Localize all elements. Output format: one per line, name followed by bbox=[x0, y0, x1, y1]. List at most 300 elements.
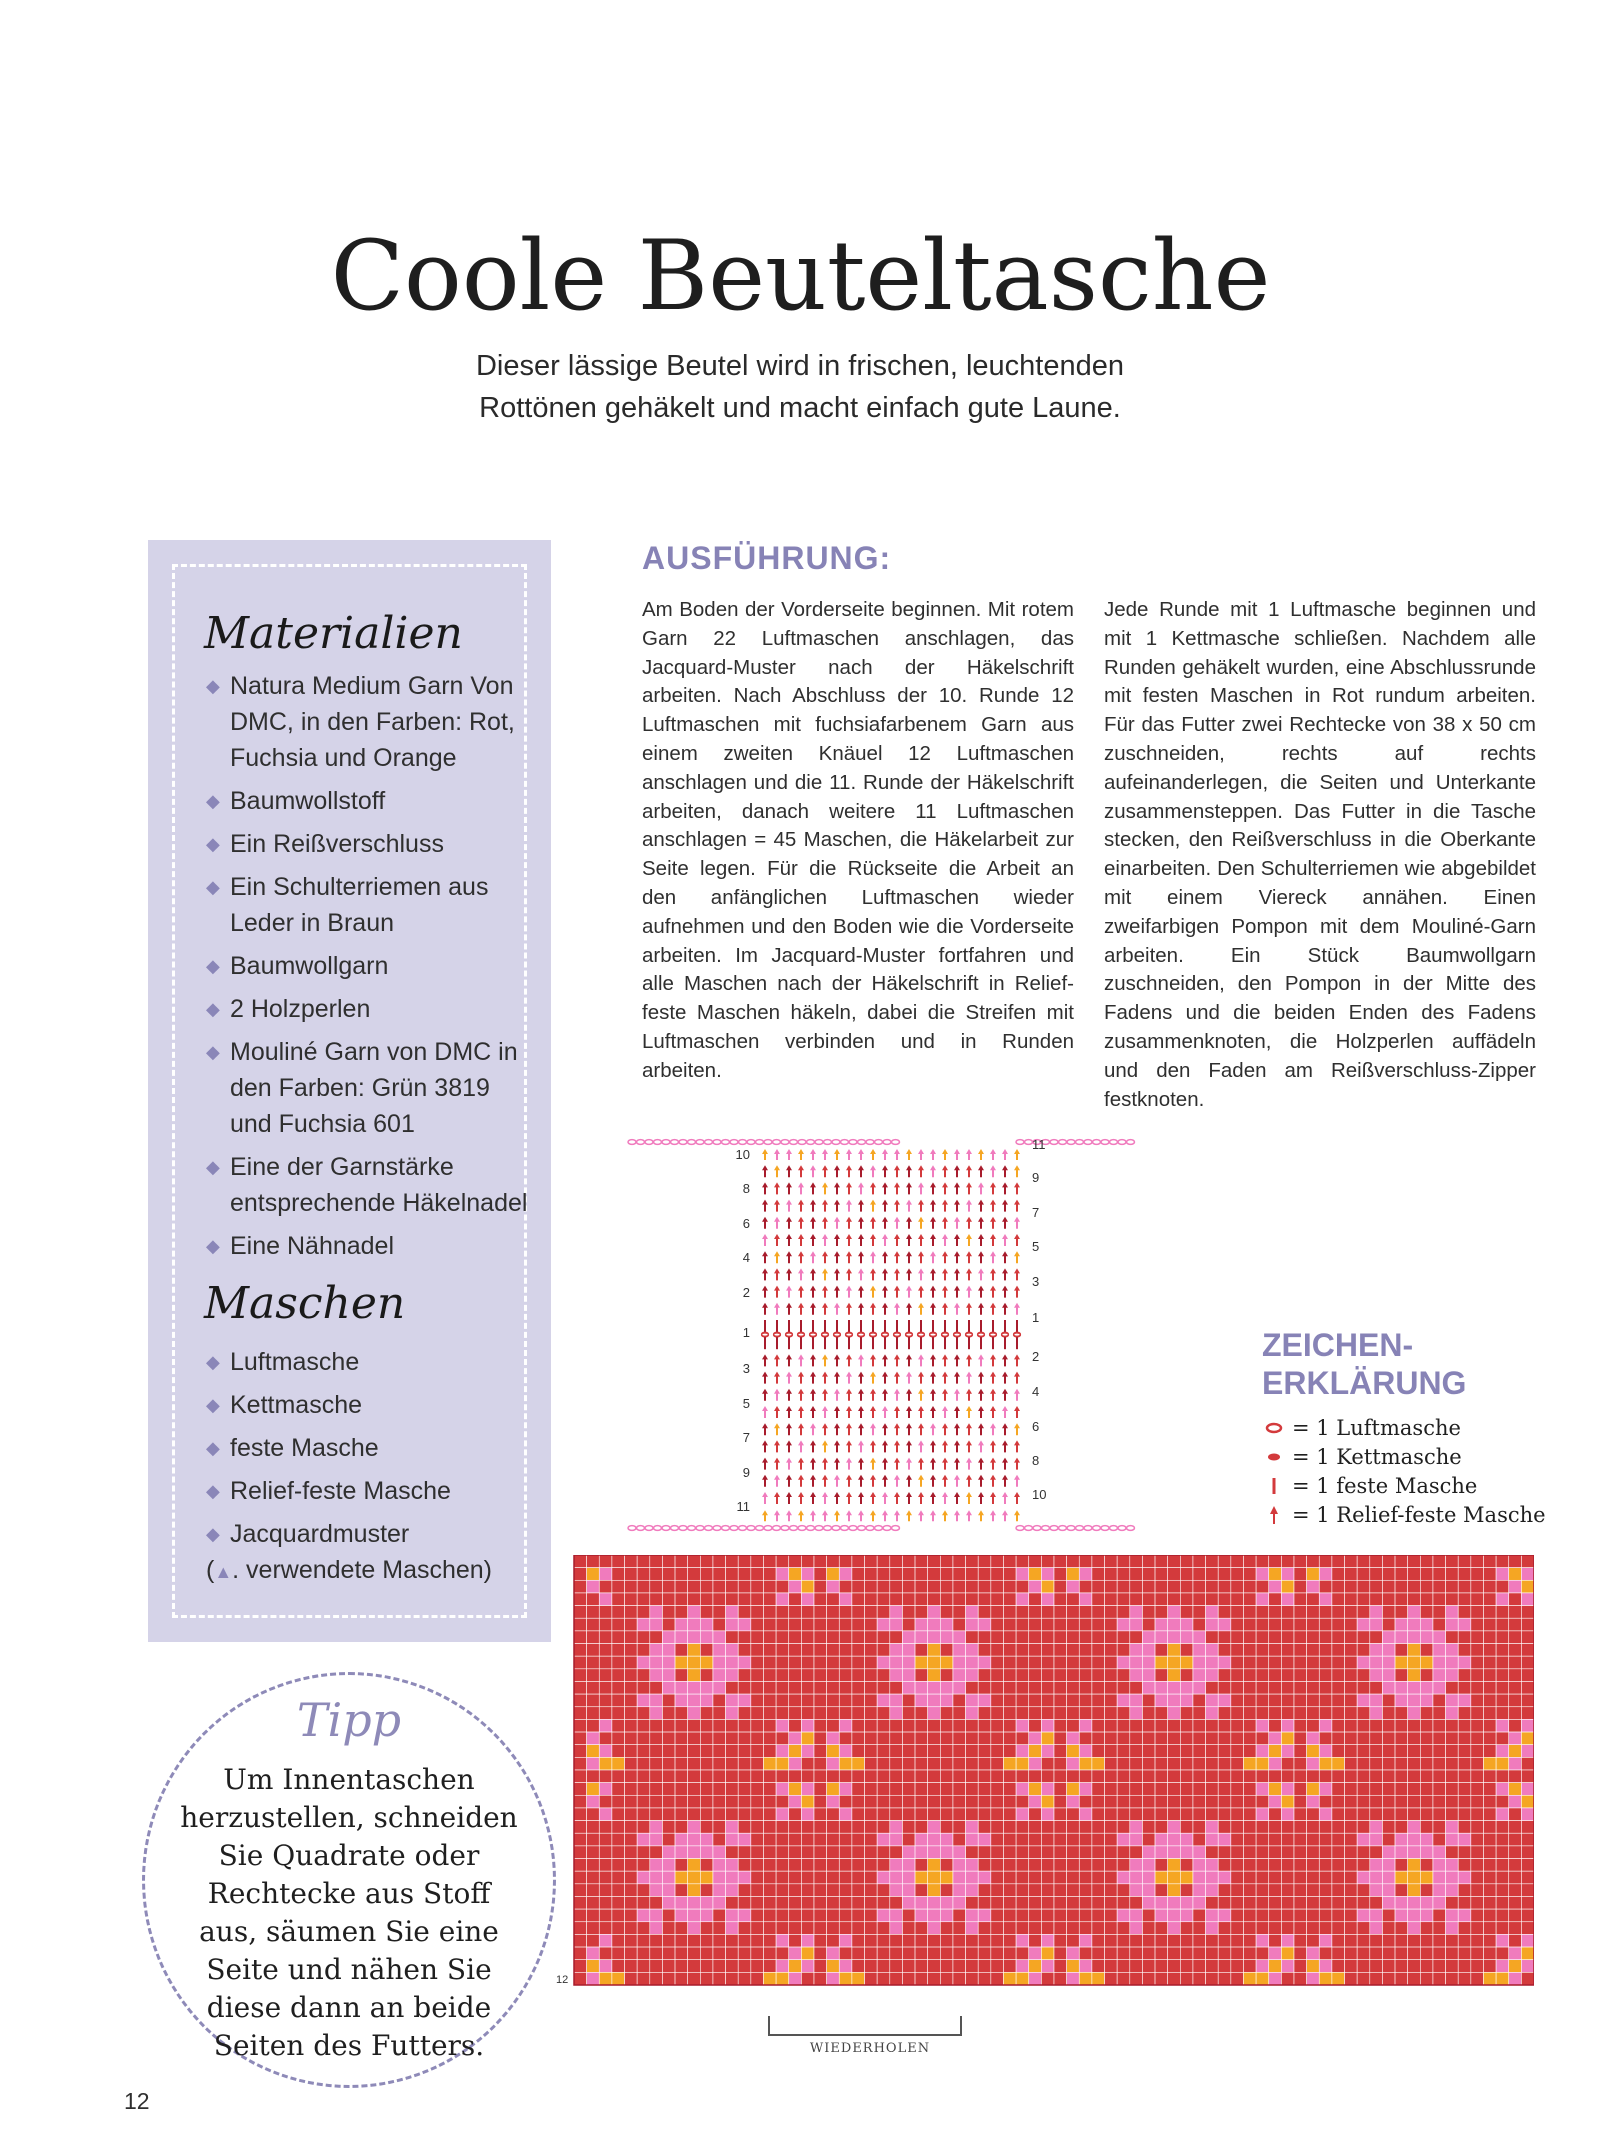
chart-cell bbox=[776, 1555, 789, 1568]
chart-cell bbox=[1041, 1783, 1054, 1796]
chart-cell bbox=[1319, 1593, 1332, 1606]
legend-item: = 1 Kettmasche bbox=[1262, 1443, 1546, 1472]
chart-cell bbox=[1319, 1745, 1332, 1758]
chart-cell bbox=[1231, 1846, 1244, 1859]
chart-cell bbox=[650, 1808, 663, 1821]
chart-cell bbox=[738, 1656, 751, 1669]
chart-cell bbox=[978, 1631, 991, 1644]
chart-cell bbox=[1471, 1694, 1484, 1707]
chart-cell bbox=[1117, 1846, 1130, 1859]
chart-cell bbox=[1218, 1833, 1231, 1846]
chart-cell bbox=[1180, 1745, 1193, 1758]
relief-stitch-mark bbox=[1014, 1251, 1020, 1263]
relief-stitch-mark bbox=[798, 1389, 804, 1401]
chart-cell bbox=[1029, 1846, 1042, 1859]
chart-cell bbox=[928, 1896, 941, 1909]
chart-cell bbox=[625, 1732, 638, 1745]
chart-cell bbox=[612, 1644, 625, 1657]
chart-cell bbox=[953, 1618, 966, 1631]
chart-cell bbox=[625, 1972, 638, 1985]
chart-cell bbox=[700, 1909, 713, 1922]
chart-cell bbox=[700, 1795, 713, 1808]
chain-stitch-mark bbox=[713, 1526, 721, 1531]
relief-stitch-mark bbox=[990, 1406, 996, 1418]
chart-cell bbox=[814, 1681, 827, 1694]
relief-stitch-mark bbox=[1014, 1234, 1020, 1246]
chart-cell bbox=[650, 1694, 663, 1707]
chart-cell bbox=[890, 1960, 903, 1973]
chart-cell bbox=[1382, 1783, 1395, 1796]
chart-cell bbox=[675, 1757, 688, 1770]
chart-cell bbox=[789, 1757, 802, 1770]
relief-stitch-mark bbox=[822, 1200, 828, 1212]
chart-cell bbox=[1054, 1719, 1067, 1732]
single-stitch-mark bbox=[896, 1337, 898, 1349]
chart-cell bbox=[1180, 1770, 1193, 1783]
relief-stitch-mark bbox=[942, 1149, 948, 1160]
chart-cell bbox=[612, 1593, 625, 1606]
chart-cell bbox=[1168, 1555, 1181, 1568]
chart-cell bbox=[587, 1656, 600, 1669]
chart-cell bbox=[726, 1947, 739, 1960]
chart-cell bbox=[915, 1808, 928, 1821]
relief-stitch-mark bbox=[762, 1286, 768, 1298]
chart-cell bbox=[1105, 1745, 1118, 1758]
chart-cell bbox=[1433, 1795, 1446, 1808]
chart-cell bbox=[814, 1568, 827, 1581]
chart-cell bbox=[852, 1884, 865, 1897]
chart-cell bbox=[915, 1593, 928, 1606]
chart-cell bbox=[1193, 1947, 1206, 1960]
chart-cell bbox=[1382, 1934, 1395, 1947]
relief-stitch-mark bbox=[810, 1389, 816, 1401]
chart-cell bbox=[1509, 1884, 1522, 1897]
relief-stitch-mark bbox=[1002, 1303, 1008, 1315]
relief-stitch-mark bbox=[894, 1492, 900, 1504]
chart-cell bbox=[801, 1859, 814, 1872]
chart-cell bbox=[700, 1859, 713, 1872]
chart-cell bbox=[1446, 1808, 1459, 1821]
chart-cell bbox=[1332, 1580, 1345, 1593]
chart-cell bbox=[637, 1618, 650, 1631]
chart-cell bbox=[1382, 1719, 1395, 1732]
chart-cell bbox=[675, 1770, 688, 1783]
chart-cell bbox=[1105, 1568, 1118, 1581]
chart-cell bbox=[738, 1795, 751, 1808]
chart-cell bbox=[940, 1884, 953, 1897]
relief-stitch-mark bbox=[894, 1372, 900, 1384]
chart-cell bbox=[991, 1884, 1004, 1897]
chart-cell bbox=[688, 1719, 701, 1732]
chart-cell bbox=[966, 1593, 979, 1606]
chart-cell bbox=[1319, 1947, 1332, 1960]
chart-cell bbox=[1458, 1593, 1471, 1606]
chart-cell bbox=[726, 1593, 739, 1606]
relief-stitch-mark bbox=[918, 1389, 924, 1401]
chart-cell bbox=[1370, 1707, 1383, 1720]
chart-cell bbox=[1180, 1846, 1193, 1859]
chart-cell bbox=[801, 1593, 814, 1606]
chart-cell bbox=[1420, 1922, 1433, 1935]
chain-stitch-mark bbox=[773, 1526, 781, 1531]
chain-stitch-mark bbox=[1016, 1140, 1024, 1145]
relief-stitch-mark bbox=[822, 1217, 828, 1229]
chart-cell bbox=[1168, 1644, 1181, 1657]
chart-cell bbox=[738, 1922, 751, 1935]
chart-cell bbox=[1079, 1593, 1092, 1606]
chart-cell bbox=[1130, 1808, 1143, 1821]
relief-stitch-mark bbox=[978, 1423, 984, 1435]
chart-cell bbox=[991, 1618, 1004, 1631]
chart-cell bbox=[662, 1732, 675, 1745]
chart-cell bbox=[1029, 1795, 1042, 1808]
chart-cell bbox=[928, 1934, 941, 1947]
relief-stitch-mark bbox=[882, 1440, 888, 1452]
relief-stitch-mark bbox=[822, 1458, 828, 1470]
chart-cell bbox=[839, 1783, 852, 1796]
chart-cell bbox=[751, 1681, 764, 1694]
chart-cell bbox=[877, 1833, 890, 1846]
chart-cell bbox=[1256, 1947, 1269, 1960]
single-stitch-mark bbox=[884, 1337, 886, 1349]
chart-cell bbox=[700, 1833, 713, 1846]
chart-cell bbox=[827, 1808, 840, 1821]
diamond-bullet-icon: ◆ bbox=[206, 834, 220, 854]
chart-cell bbox=[1003, 1606, 1016, 1619]
chart-cell bbox=[1117, 1960, 1130, 1973]
chart-cell bbox=[890, 1644, 903, 1657]
chart-cell bbox=[599, 1555, 612, 1568]
list-item: ◆ Ein Schulterriemen aus Leder in Braun bbox=[206, 869, 536, 941]
chart-cell bbox=[650, 1821, 663, 1834]
relief-stitch-mark bbox=[762, 1217, 768, 1229]
chart-cell bbox=[1319, 1922, 1332, 1935]
chart-cell bbox=[1256, 1732, 1269, 1745]
chain-stitch-mark bbox=[786, 1332, 793, 1336]
chart-cell bbox=[1408, 1808, 1421, 1821]
chart-cell bbox=[612, 1884, 625, 1897]
relief-stitch-mark bbox=[846, 1492, 852, 1504]
chart-cell bbox=[1382, 1922, 1395, 1935]
chart-cell bbox=[1142, 1618, 1155, 1631]
chain-stitch-mark bbox=[1025, 1526, 1033, 1531]
chart-cell bbox=[1307, 1631, 1320, 1644]
chart-cell bbox=[1231, 1859, 1244, 1872]
chart-cell bbox=[1130, 1922, 1143, 1935]
chart-cell bbox=[1105, 1580, 1118, 1593]
chart-cell bbox=[1370, 1606, 1383, 1619]
chart-cell bbox=[1281, 1947, 1294, 1960]
relief-stitch-mark bbox=[990, 1303, 996, 1315]
chart-cell bbox=[978, 1656, 991, 1669]
chart-cell bbox=[1054, 1618, 1067, 1631]
chart-cell bbox=[801, 1707, 814, 1720]
relief-stitch-mark bbox=[930, 1234, 936, 1246]
chart-cell bbox=[675, 1934, 688, 1947]
chart-cell bbox=[902, 1694, 915, 1707]
list-item: ◆ Relief-feste Masche bbox=[206, 1473, 536, 1509]
chart-cell bbox=[738, 1934, 751, 1947]
chart-cell bbox=[1092, 1656, 1105, 1669]
chart-cell bbox=[1155, 1618, 1168, 1631]
chart-cell bbox=[625, 1631, 638, 1644]
chart-cell bbox=[1345, 1922, 1358, 1935]
relief-stitch-mark bbox=[846, 1149, 852, 1160]
chart-cell bbox=[1256, 1960, 1269, 1973]
chart-cell bbox=[1003, 1770, 1016, 1783]
chart-cell bbox=[1345, 1732, 1358, 1745]
chain-stitch-mark bbox=[824, 1526, 832, 1531]
chart-cell bbox=[599, 1909, 612, 1922]
chart-cell bbox=[789, 1846, 802, 1859]
chart-cell bbox=[890, 1846, 903, 1859]
chart-cell bbox=[1142, 1846, 1155, 1859]
chart-cell bbox=[852, 1618, 865, 1631]
chart-cell bbox=[1294, 1947, 1307, 1960]
relief-stitch-mark bbox=[810, 1372, 816, 1384]
chart-cell bbox=[587, 1846, 600, 1859]
chart-cell bbox=[1269, 1618, 1282, 1631]
chart-cell bbox=[1269, 1783, 1282, 1796]
chart-cell bbox=[1256, 1618, 1269, 1631]
chart-cell bbox=[662, 1631, 675, 1644]
chart-cell bbox=[726, 1972, 739, 1985]
chart-cell bbox=[1180, 1909, 1193, 1922]
chart-cell bbox=[1016, 1732, 1029, 1745]
chart-cell bbox=[726, 1568, 739, 1581]
chart-cell bbox=[1420, 1896, 1433, 1909]
chart-cell bbox=[902, 1896, 915, 1909]
chart-cell bbox=[1307, 1745, 1320, 1758]
relief-stitch-mark bbox=[774, 1182, 780, 1194]
chart-cell bbox=[1079, 1795, 1092, 1808]
chart-cell bbox=[1193, 1770, 1206, 1783]
chart-cell bbox=[587, 1580, 600, 1593]
chart-cell bbox=[612, 1859, 625, 1872]
relief-stitch-mark bbox=[918, 1303, 924, 1315]
chart-cell bbox=[1092, 1884, 1105, 1897]
chart-cell bbox=[751, 1808, 764, 1821]
chart-cell bbox=[827, 1833, 840, 1846]
chart-cell bbox=[599, 1846, 612, 1859]
chart-cell bbox=[1256, 1846, 1269, 1859]
chart-cell bbox=[1029, 1783, 1042, 1796]
relief-stitch-mark bbox=[954, 1200, 960, 1212]
chart-cell bbox=[738, 1757, 751, 1770]
chart-cell bbox=[1521, 1681, 1534, 1694]
chart-cell bbox=[991, 1795, 1004, 1808]
list-item: ◆ Luftmasche bbox=[206, 1344, 536, 1380]
chart-cell bbox=[1408, 1821, 1421, 1834]
chart-cell bbox=[902, 1922, 915, 1935]
single-stitch-mark bbox=[1016, 1320, 1018, 1332]
chart-cell bbox=[865, 1631, 878, 1644]
relief-stitch-mark bbox=[786, 1510, 792, 1521]
chart-cell bbox=[877, 1934, 890, 1947]
relief-stitch-mark bbox=[906, 1234, 912, 1246]
relief-stitch-mark bbox=[822, 1251, 828, 1263]
chart-cell bbox=[1357, 1757, 1370, 1770]
chart-cell bbox=[625, 1555, 638, 1568]
chart-cell bbox=[902, 1770, 915, 1783]
chart-cell bbox=[1294, 1922, 1307, 1935]
chart-cell bbox=[1420, 1593, 1433, 1606]
chart-cell bbox=[713, 1960, 726, 1973]
chart-cell bbox=[612, 1631, 625, 1644]
chart-cell bbox=[1370, 1960, 1383, 1973]
chart-cell bbox=[801, 1644, 814, 1657]
chart-cell bbox=[1269, 1884, 1282, 1897]
relief-stitch-mark bbox=[930, 1440, 936, 1452]
chart-cell bbox=[1420, 1821, 1433, 1834]
chart-cell bbox=[789, 1694, 802, 1707]
chart-cell bbox=[1332, 1568, 1345, 1581]
chart-cell bbox=[1243, 1745, 1256, 1758]
chart-cell bbox=[1332, 1707, 1345, 1720]
row-number-left: 7 bbox=[742, 1430, 750, 1445]
chart-cell bbox=[1117, 1871, 1130, 1884]
relief-stitch-mark bbox=[894, 1268, 900, 1280]
chart-cell bbox=[1509, 1644, 1522, 1657]
chart-cell bbox=[625, 1808, 638, 1821]
chart-cell bbox=[1357, 1846, 1370, 1859]
chart-cell bbox=[1408, 1896, 1421, 1909]
chart-cell bbox=[814, 1694, 827, 1707]
chart-cell bbox=[1382, 1960, 1395, 1973]
chart-cell bbox=[625, 1783, 638, 1796]
chain-stitch-mark bbox=[688, 1140, 696, 1145]
instructions-column-1: Am Boden der Vorderseite beginnen. Mit rotem Garn 22 Luftmaschen anschlagen, das Jacquard-Muster nach der Häkelschrift arbeiten. Nach Abschluss der 10. Runde 12 Luftmaschen mit fuchsiafarbenem Garn aus einem zweiten Knäuel 12 Luftmaschen anschlagen und die 11. Runde der Häkelschrift arbeiten, danach weitere 11 Luftmaschen anschlagen = 45 Maschen, die Häkelarbeit zur Seite legen. Für die Rückseite die Arbeit an den anfänglichen Luftmaschen wieder aufnehmen und den Boden wie die Vorderseite arbeiten. Im Jacquard-Muster fortfahren und alle Maschen nach der Häkelschrift in Relief-feste Maschen häkeln, dabei die Streifen mit Luftmaschen verbinden und in Runden arbeiten. bbox=[642, 598, 1074, 1082]
chart-cell bbox=[991, 1656, 1004, 1669]
chart-cell bbox=[1041, 1896, 1054, 1909]
chart-cell bbox=[1446, 1644, 1459, 1657]
chart-cell bbox=[1092, 1922, 1105, 1935]
chart-cell bbox=[1117, 1947, 1130, 1960]
chart-cell bbox=[839, 1859, 852, 1872]
relief-stitch-mark bbox=[882, 1354, 888, 1366]
chart-cell bbox=[1319, 1707, 1332, 1720]
relief-stitch-mark bbox=[834, 1251, 840, 1263]
chart-cell bbox=[662, 1833, 675, 1846]
chart-cell bbox=[839, 1606, 852, 1619]
chart-cell bbox=[1117, 1757, 1130, 1770]
chart-cell bbox=[1243, 1732, 1256, 1745]
chart-cell bbox=[1395, 1694, 1408, 1707]
relief-stitch-mark bbox=[1002, 1510, 1008, 1521]
chart-cell bbox=[1029, 1922, 1042, 1935]
chart-cell bbox=[966, 1757, 979, 1770]
chart-cell bbox=[1092, 1644, 1105, 1657]
chart-cell bbox=[1370, 1884, 1383, 1897]
chart-cell bbox=[625, 1745, 638, 1758]
chain-stitch-mark bbox=[781, 1526, 789, 1531]
chart-cell bbox=[940, 1871, 953, 1884]
chart-cell bbox=[1307, 1795, 1320, 1808]
relief-stitch-mark bbox=[1002, 1200, 1008, 1212]
chart-cell bbox=[1029, 1833, 1042, 1846]
relief-stitch-mark bbox=[810, 1217, 816, 1229]
chart-cell bbox=[1509, 1719, 1522, 1732]
chart-cell bbox=[650, 1555, 663, 1568]
chart-cell bbox=[1142, 1707, 1155, 1720]
chart-cell bbox=[839, 1871, 852, 1884]
chart-cell bbox=[1067, 1783, 1080, 1796]
chart-cell bbox=[827, 1644, 840, 1657]
chart-cell bbox=[1231, 1745, 1244, 1758]
relief-stitch-mark bbox=[822, 1354, 828, 1366]
chain-stitch-mark bbox=[705, 1526, 713, 1531]
chart-cell bbox=[1319, 1555, 1332, 1568]
relief-stitch-mark bbox=[894, 1217, 900, 1229]
chart-cell bbox=[1521, 1644, 1534, 1657]
chart-cell bbox=[625, 1795, 638, 1808]
chart-cell bbox=[625, 1568, 638, 1581]
chart-cell bbox=[1180, 1644, 1193, 1657]
chart-cell bbox=[1003, 1644, 1016, 1657]
chart-cell bbox=[1395, 1656, 1408, 1669]
relief-stitch-mark bbox=[918, 1492, 924, 1504]
chart-cell bbox=[1281, 1631, 1294, 1644]
chart-cell bbox=[1243, 1909, 1256, 1922]
chart-cell bbox=[1370, 1972, 1383, 1985]
chart-cell bbox=[726, 1934, 739, 1947]
chart-cell bbox=[827, 1555, 840, 1568]
chart-cell bbox=[789, 1719, 802, 1732]
chart-cell bbox=[1029, 1568, 1042, 1581]
chart-cell bbox=[1357, 1909, 1370, 1922]
chart-cell bbox=[1471, 1909, 1484, 1922]
chart-cell bbox=[1509, 1732, 1522, 1745]
chart-cell bbox=[1180, 1593, 1193, 1606]
chart-cell bbox=[763, 1669, 776, 1682]
chart-cell bbox=[1193, 1719, 1206, 1732]
relief-stitch-mark bbox=[846, 1286, 852, 1298]
chart-cell bbox=[1307, 1580, 1320, 1593]
chart-cell bbox=[599, 1732, 612, 1745]
chart-cell bbox=[1054, 1732, 1067, 1745]
chart-cell bbox=[1218, 1909, 1231, 1922]
chart-cell bbox=[1231, 1808, 1244, 1821]
chart-cell bbox=[940, 1934, 953, 1947]
chart-cell bbox=[890, 1656, 903, 1669]
chart-cell bbox=[763, 1770, 776, 1783]
chart-cell bbox=[801, 1795, 814, 1808]
relief-stitch-mark bbox=[978, 1406, 984, 1418]
row-number-right: 9 bbox=[1032, 1170, 1040, 1185]
chart-cell bbox=[1003, 1972, 1016, 1985]
relief-stitch-mark bbox=[858, 1268, 864, 1280]
chart-cell bbox=[852, 1833, 865, 1846]
chart-cell bbox=[1079, 1568, 1092, 1581]
chart-cell bbox=[1180, 1631, 1193, 1644]
diamond-bullet-icon: ◆ bbox=[206, 1042, 220, 1062]
chart-cell bbox=[1054, 1644, 1067, 1657]
chart-cell bbox=[789, 1681, 802, 1694]
chart-cell bbox=[1231, 1783, 1244, 1796]
chart-cell bbox=[1218, 1896, 1231, 1909]
chart-cell bbox=[789, 1795, 802, 1808]
chart-cell bbox=[877, 1593, 890, 1606]
chart-cell bbox=[1256, 1859, 1269, 1872]
chart-cell bbox=[966, 1555, 979, 1568]
relief-stitch-mark bbox=[906, 1510, 912, 1521]
chart-cell bbox=[1521, 1745, 1534, 1758]
chart-cell bbox=[1521, 1606, 1534, 1619]
chart-cell bbox=[1130, 1656, 1143, 1669]
chart-cell bbox=[1370, 1618, 1383, 1631]
chart-cell bbox=[991, 1922, 1004, 1935]
chart-cell bbox=[877, 1884, 890, 1897]
